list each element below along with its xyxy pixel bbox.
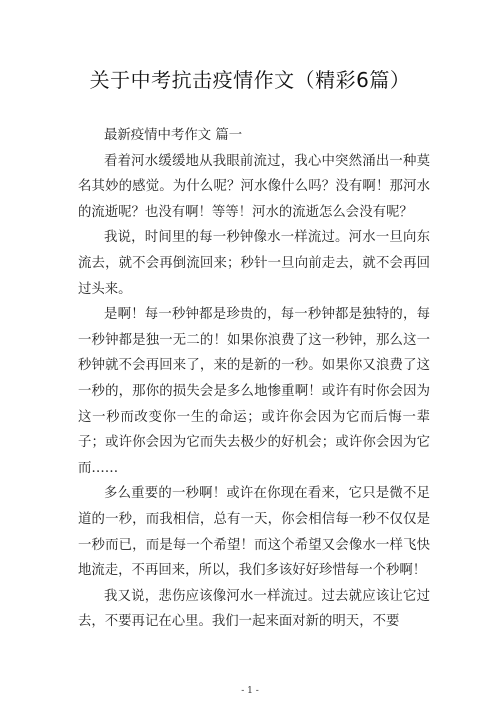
document-body: [78, 123, 430, 635]
paragraph: 是啊！每一秒钟都是珍贵的，每一秒钟都是独特的，每一秒钟都是独一无二的！如果你浪费了这一秒钟，那么这一秒钟就不会再回来了，来的是新的一秒。如果你又浪费了这一秒的，那你的损失会是多么地惨重啊！或许有时你会因为这一秒而改变你一生的命运；或许你会因为它而后悔一辈子；或许你会因为它而失去极少的好机会；或许你会因为它而……: [78, 307, 430, 476]
paragraph: 看着河水缓缓地从我眼前流过，我心中突然涌出一种莫名其妙的感觉。为什么呢？河水像什么吗？没有啊！那河水的流逝呢？也没有啊！等等！河水的流逝怎么会没有呢？: [78, 153, 430, 220]
paragraph: 我又说，悲伤应该像河水一样流过。过去就应该让它过去，不要再记在心里。我们一起来面对新的明天，不要: [78, 588, 430, 630]
page-number: - 1 -: [241, 686, 259, 696]
section-subtitle: 最新疫情中考作文 篇一: [104, 128, 243, 143]
paragraph: 我说，时间里的每一秒钟像水一样流过。河水一旦向东流去，就不会再倒流回来；秒针一旦向前走去，就不会再回过头来。: [78, 230, 430, 297]
paragraph: 多么重要的一秒啊！或许在你现在看来，它只是微不足道的一秒，而我相信，总有一天，你会相信每一秒不仅仅是一秒而已，而是每一个希望！而这个希望又会像水一样飞快地流走，不再回来，所以，我们多该好好珍惜每一个秒啊！: [78, 486, 430, 579]
document-title: 关于中考抗击疫情作文（精彩6篇）: [89, 68, 411, 92]
